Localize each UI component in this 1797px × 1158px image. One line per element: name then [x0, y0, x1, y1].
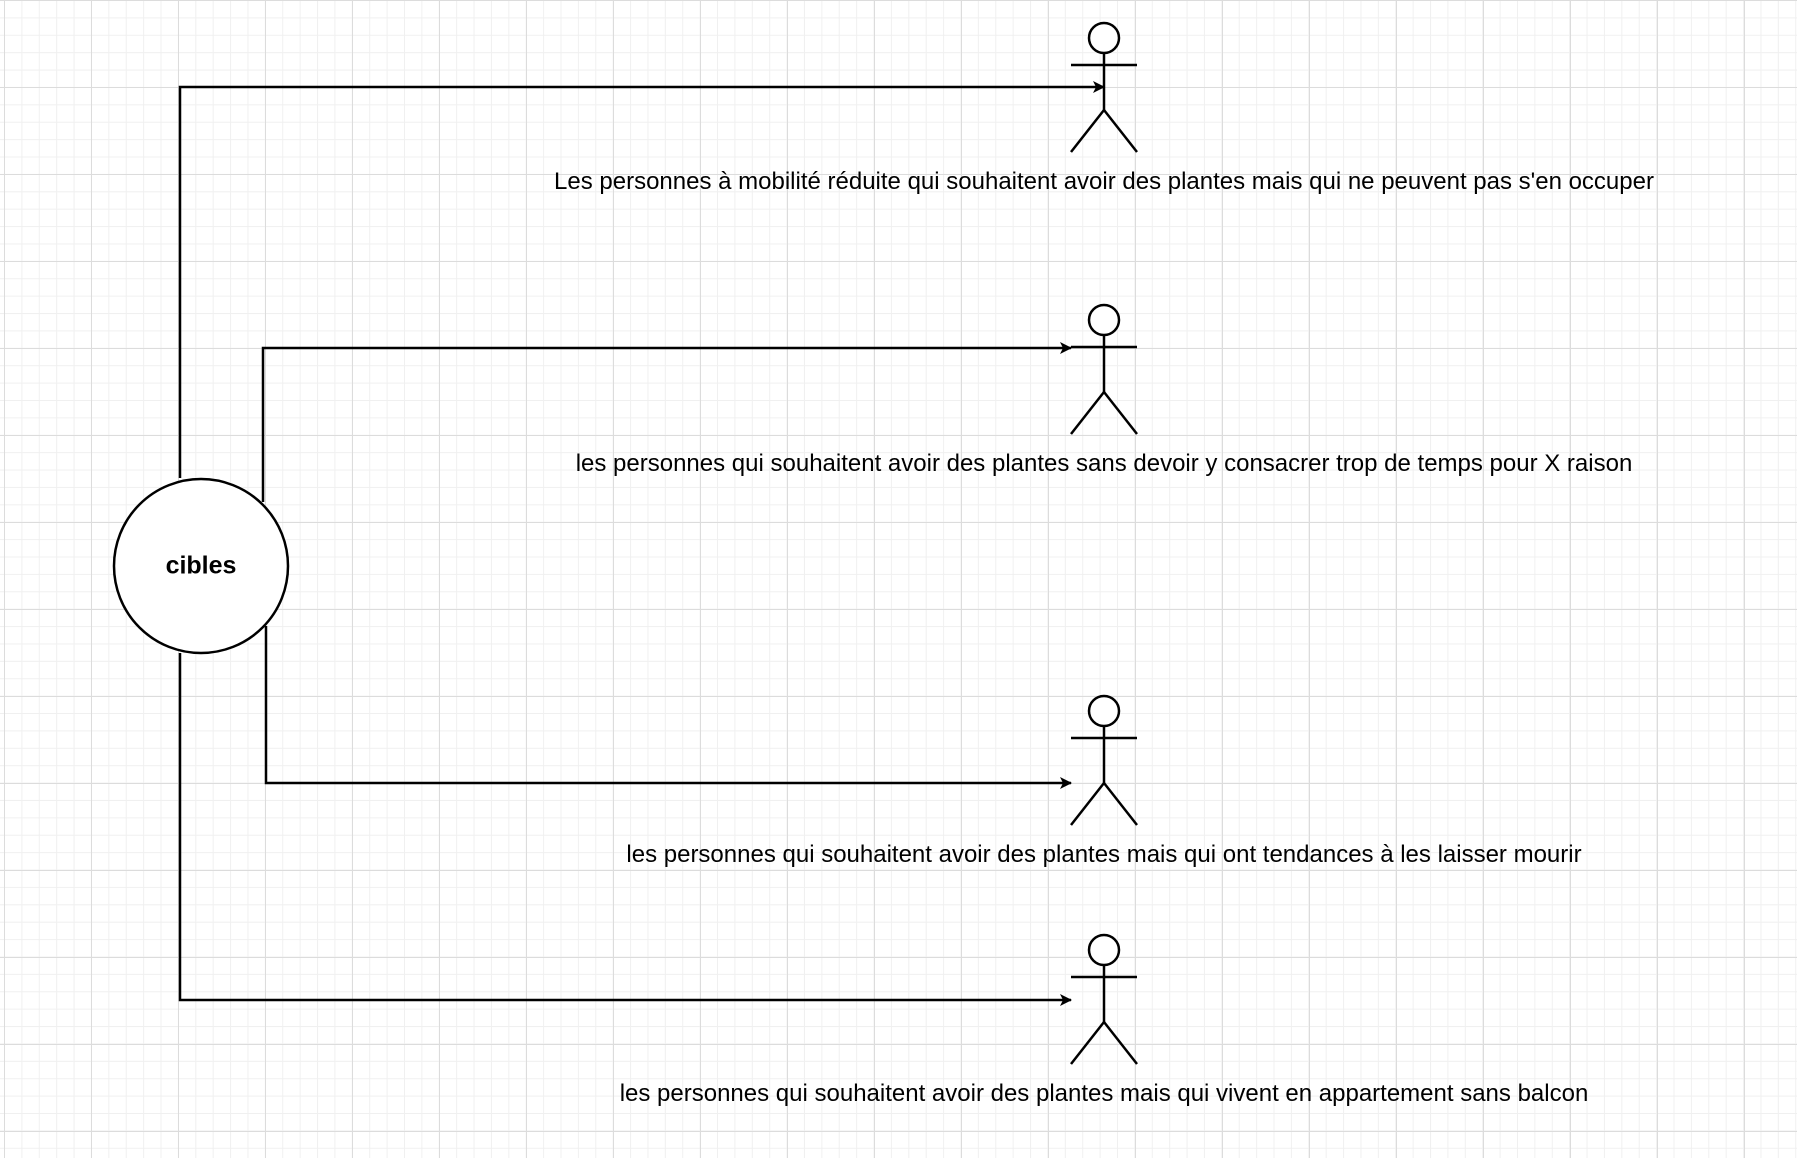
actor-2-stick-figure-icon[interactable]	[1071, 305, 1137, 434]
connector-actor-2[interactable]	[263, 348, 1071, 502]
actor-1-label: Les personnes à mobilité réduite qui souhaitent avoir des plantes mais qui ne peuvent pas s'en occuper	[554, 168, 1654, 195]
actor-3-label: les personnes qui souhaitent avoir des plantes mais qui ont tendances à les laisser mourir	[626, 841, 1582, 868]
connector-actor-4[interactable]	[180, 653, 1071, 1000]
actor-2-label: les personnes qui souhaitent avoir des plantes sans devoir y consacrer trop de temps pour X raison	[575, 450, 1633, 477]
connector-actor-1[interactable]	[180, 87, 1104, 478]
center-node-label: cibles	[165, 551, 237, 580]
connector-actor-3[interactable]	[266, 626, 1071, 783]
actor-3-stick-figure-icon[interactable]	[1071, 696, 1137, 825]
actor-4-stick-figure-icon[interactable]	[1071, 935, 1137, 1064]
actor-4-label: les personnes qui souhaitent avoir des plantes mais qui vivent en appartement sans balcon	[619, 1080, 1589, 1107]
